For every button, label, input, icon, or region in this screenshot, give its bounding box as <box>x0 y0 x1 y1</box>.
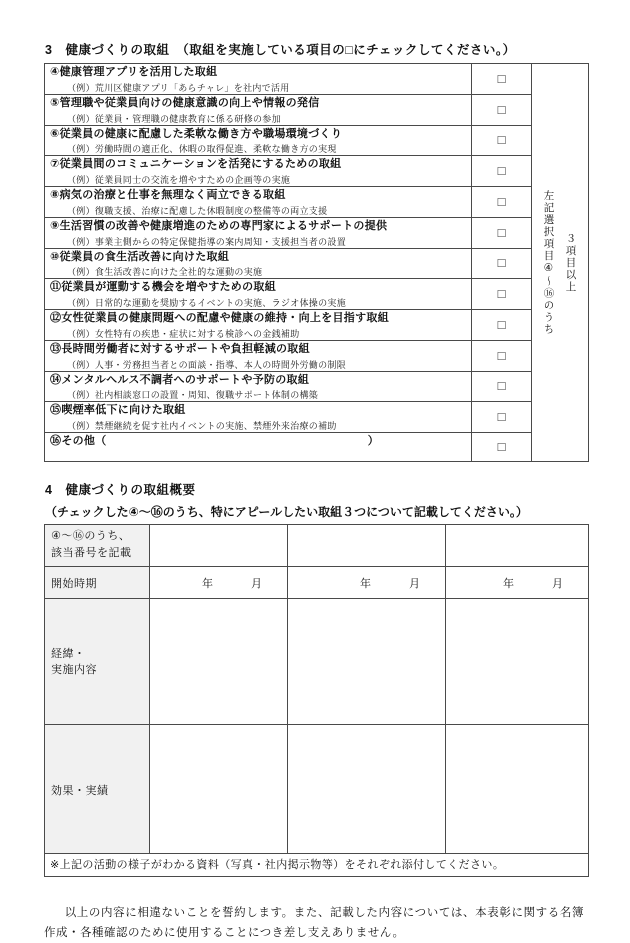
t1-body <box>45 64 589 462</box>
entry-number-1[interactable] <box>150 525 288 567</box>
checkbox-cell <box>472 94 532 125</box>
item-example: （例）労働時間の適正化、休暇の取得促進、柔軟な働き方の実現 <box>67 144 337 155</box>
initiative-row <box>45 310 589 341</box>
item-example: （例）事業主側からの特定保健指導の案内周知・支援担当者の設置 <box>67 236 347 247</box>
entry-start-period-1[interactable] <box>150 567 288 599</box>
item-title: 管理職や従業員向けの健康意識の向上や情報の発信 <box>59 96 320 109</box>
attachment-note: ※上記の活動の様子がわかる資料（写真・社内掲示物等）をそれぞれ添付してください。 <box>45 854 589 877</box>
item-number: ⑬ <box>50 342 62 355</box>
initiative-title <box>50 158 467 172</box>
month-label: 月 <box>409 577 420 590</box>
checkbox[interactable]: □ <box>497 163 506 179</box>
checkbox-cell <box>472 402 532 433</box>
checkbox[interactable]: □ <box>497 286 506 302</box>
initiative-title <box>50 97 467 111</box>
label-detail-line1: 経緯・ <box>51 647 86 660</box>
checkbox[interactable]: □ <box>497 101 506 117</box>
row-detail <box>45 599 589 725</box>
side-note-minimum: ３項目以上 <box>564 232 577 293</box>
item-example: （例）従業員同士の交流を増やすための企画等の実施 <box>67 175 291 185</box>
initiative-row <box>45 340 589 371</box>
entry-result-1[interactable] <box>150 725 288 854</box>
label-result: 効果・実績 <box>45 725 150 854</box>
initiative-title <box>50 374 467 388</box>
item-title: 従業員間のコミュニケーションを活発にするための取組 <box>59 158 342 171</box>
item-number: ⑯ <box>50 435 62 447</box>
row-item-number <box>45 525 589 567</box>
row-result <box>45 725 589 854</box>
item-example: （例）食生活改善に向けた全社的な運動の実施 <box>67 267 263 278</box>
initiative-row <box>45 217 589 248</box>
initiative-text-cell <box>45 94 472 125</box>
item-example: （例）人事・労務担当者との面談・指導、本人の時間外労働の制限 <box>67 359 347 370</box>
initiative-title <box>50 404 467 418</box>
item-example: （例）荒川区健康アプリ「あらチャレ」を社内で活用 <box>67 82 290 93</box>
initiative-title <box>50 220 467 234</box>
initiative-row <box>45 94 589 125</box>
initiative-text-cell <box>45 310 472 341</box>
checkbox[interactable]: □ <box>497 347 506 363</box>
item-title: 病気の治療と仕事を無理なく両立できる取組 <box>59 189 286 201</box>
item-example: （例）女性特有の疾患・症状に対する検診への金銭補助 <box>67 328 300 339</box>
initiative-title <box>50 343 467 357</box>
item-example: （例）禁煙継続を促す社内イベントの実施、禁煙外来治療の補助 <box>67 421 337 431</box>
section3-heading: 3 健康づくりの取組 （取組を実施している項目の□にチェックしてください。） <box>45 43 516 57</box>
item-number: ④ <box>50 66 60 78</box>
initiative-text-cell <box>45 125 472 156</box>
label-start-period: 開始時期 <box>45 567 150 599</box>
item-number: ⑨ <box>50 219 60 232</box>
checkbox-cell <box>472 340 532 371</box>
initiative-text-cell <box>45 156 472 187</box>
item-number: ⑥ <box>50 127 60 140</box>
checkbox[interactable]: □ <box>497 193 506 209</box>
entry-result-2[interactable] <box>288 725 446 854</box>
item-number: ⑫ <box>50 312 62 324</box>
item-example: （例）日常的な運動を奨励するイベントの実施、ラジオ体操の実施 <box>67 298 347 308</box>
health-initiatives-table <box>44 63 589 462</box>
item-number: ⑤ <box>50 96 60 109</box>
item-title: 生活習慣の改善や健康増進のための専門家によるサポートの提供 <box>59 219 388 232</box>
item-number: ⑦ <box>50 158 60 171</box>
item-example: （例）復職支援、治療に配慮した休暇制度の整備等の両立支援 <box>67 205 328 216</box>
initiative-text-cell <box>45 340 472 371</box>
row-attachment-note <box>45 854 589 877</box>
checkbox-cell <box>472 433 532 462</box>
item-title: 健康管理アプリを活用した取組 <box>59 66 218 78</box>
checkbox[interactable]: □ <box>497 70 506 86</box>
section4-heading: 4 健康づくりの取組概要 <box>45 483 196 497</box>
initiative-text-cell <box>45 402 472 433</box>
initiative-row <box>45 433 589 462</box>
initiative-row <box>45 371 589 402</box>
initiative-row <box>45 125 589 156</box>
entry-number-2[interactable] <box>288 525 446 567</box>
month-label: 月 <box>251 577 262 590</box>
entry-detail-3[interactable] <box>446 599 589 725</box>
checkbox-cell <box>472 279 532 310</box>
item-example: （例）社内相談窓口の設置・周知、復職サポート体制の構築 <box>67 390 319 401</box>
initiative-title <box>50 66 467 80</box>
item-title: メンタルヘルス不調者へのサポートや予防の取組 <box>61 373 310 386</box>
initiative-title <box>50 435 467 449</box>
item-title: 従業員が運動する機会を増やすための取組 <box>61 281 277 294</box>
checkbox[interactable]: □ <box>497 378 506 394</box>
year-label: 年 <box>503 577 514 590</box>
item-title: 女性従業員の健康問題への配慮や健康の維持・向上を目指す取組 <box>61 312 390 324</box>
initiative-title <box>50 281 467 295</box>
pledge-paragraph: 以上の内容に相違ないことを誓約します。また、記載した内容については、本表彰に関する名簿作成・各種確認のために使用することにつき差し支えありません。 <box>44 907 584 940</box>
initiative-text-cell <box>45 217 472 248</box>
entry-result-3[interactable] <box>446 725 589 854</box>
initiative-row <box>45 402 589 433</box>
row-start-period <box>45 567 589 599</box>
initiative-row <box>45 248 589 279</box>
item-title: 従業員の健康に配慮した柔軟な働き方や職場環境づくり <box>59 127 343 140</box>
entry-start-period-3[interactable] <box>446 567 589 599</box>
checkbox-cell <box>472 217 532 248</box>
item-number: ⑧ <box>50 189 60 201</box>
initiative-row <box>45 279 589 310</box>
checkbox-cell <box>472 310 532 341</box>
label-detail-line2: 実施内容 <box>51 664 97 676</box>
section4-subheading: （チェックした④～⑯のうち、特にアピールしたい取組３つについて記載してください。） <box>45 505 528 519</box>
item-number: ⑭ <box>50 373 62 386</box>
item-title: 長時間労働者に対するサポートや負担軽減の取組 <box>61 342 310 355</box>
initiative-text-cell <box>45 248 472 279</box>
checkbox-cell <box>472 371 532 402</box>
initiative-row <box>45 187 589 218</box>
item-example: （例）従業員・管理職の健康教育に係る研修の参加 <box>67 113 281 124</box>
initiative-title <box>50 312 467 326</box>
initiative-row <box>45 156 589 187</box>
initiative-text-cell <box>45 371 472 402</box>
checkbox[interactable]: □ <box>497 439 506 454</box>
label-item-number-line2: 該当番号を記載 <box>51 546 132 559</box>
checkbox-cell <box>472 156 532 187</box>
checkbox-cell <box>472 187 532 218</box>
initiative-text-cell[interactable] <box>45 433 472 462</box>
checkbox[interactable]: □ <box>497 255 506 271</box>
checkbox[interactable]: □ <box>497 224 506 240</box>
item-title: その他（ <box>61 435 107 447</box>
item-title: 喫煙率低下に向けた取組 <box>61 404 186 417</box>
side-note-cell <box>532 64 589 462</box>
label-item-number <box>45 525 150 567</box>
initiative-text-cell <box>45 64 472 95</box>
item-number: ⑩ <box>50 250 60 263</box>
initiative-title <box>50 128 467 142</box>
checkbox[interactable]: □ <box>497 132 506 148</box>
checkbox[interactable]: □ <box>497 316 506 332</box>
item-number: ⑪ <box>50 281 62 294</box>
year-label: 年 <box>360 577 371 590</box>
checkbox-cell <box>472 64 532 95</box>
initiative-text-cell <box>45 279 472 310</box>
checkbox-cell <box>472 248 532 279</box>
side-note <box>533 190 587 336</box>
initiative-title <box>50 251 467 265</box>
entry-number-3[interactable] <box>446 525 589 567</box>
item-title: 従業員の食生活改善に向けた取組 <box>59 250 230 263</box>
initiative-title <box>50 189 467 203</box>
checkbox-cell <box>472 125 532 156</box>
entry-detail-1[interactable] <box>150 599 288 725</box>
initiative-row <box>45 64 589 95</box>
entry-start-period-2[interactable] <box>288 567 446 599</box>
initiative-summary-table <box>44 524 589 877</box>
item-number: ⑮ <box>50 404 62 417</box>
year-label: 年 <box>202 577 213 590</box>
month-label: 月 <box>552 577 563 590</box>
label-item-number-line1: ④～⑯のうち、 <box>51 530 131 542</box>
item-paren-close: ） <box>367 435 379 447</box>
initiative-text-cell <box>45 187 472 218</box>
label-detail <box>45 599 150 725</box>
side-note-selection: 左記選択項目④～⑯のうち <box>542 189 555 336</box>
entry-detail-2[interactable] <box>288 599 446 725</box>
checkbox[interactable]: □ <box>497 409 506 425</box>
